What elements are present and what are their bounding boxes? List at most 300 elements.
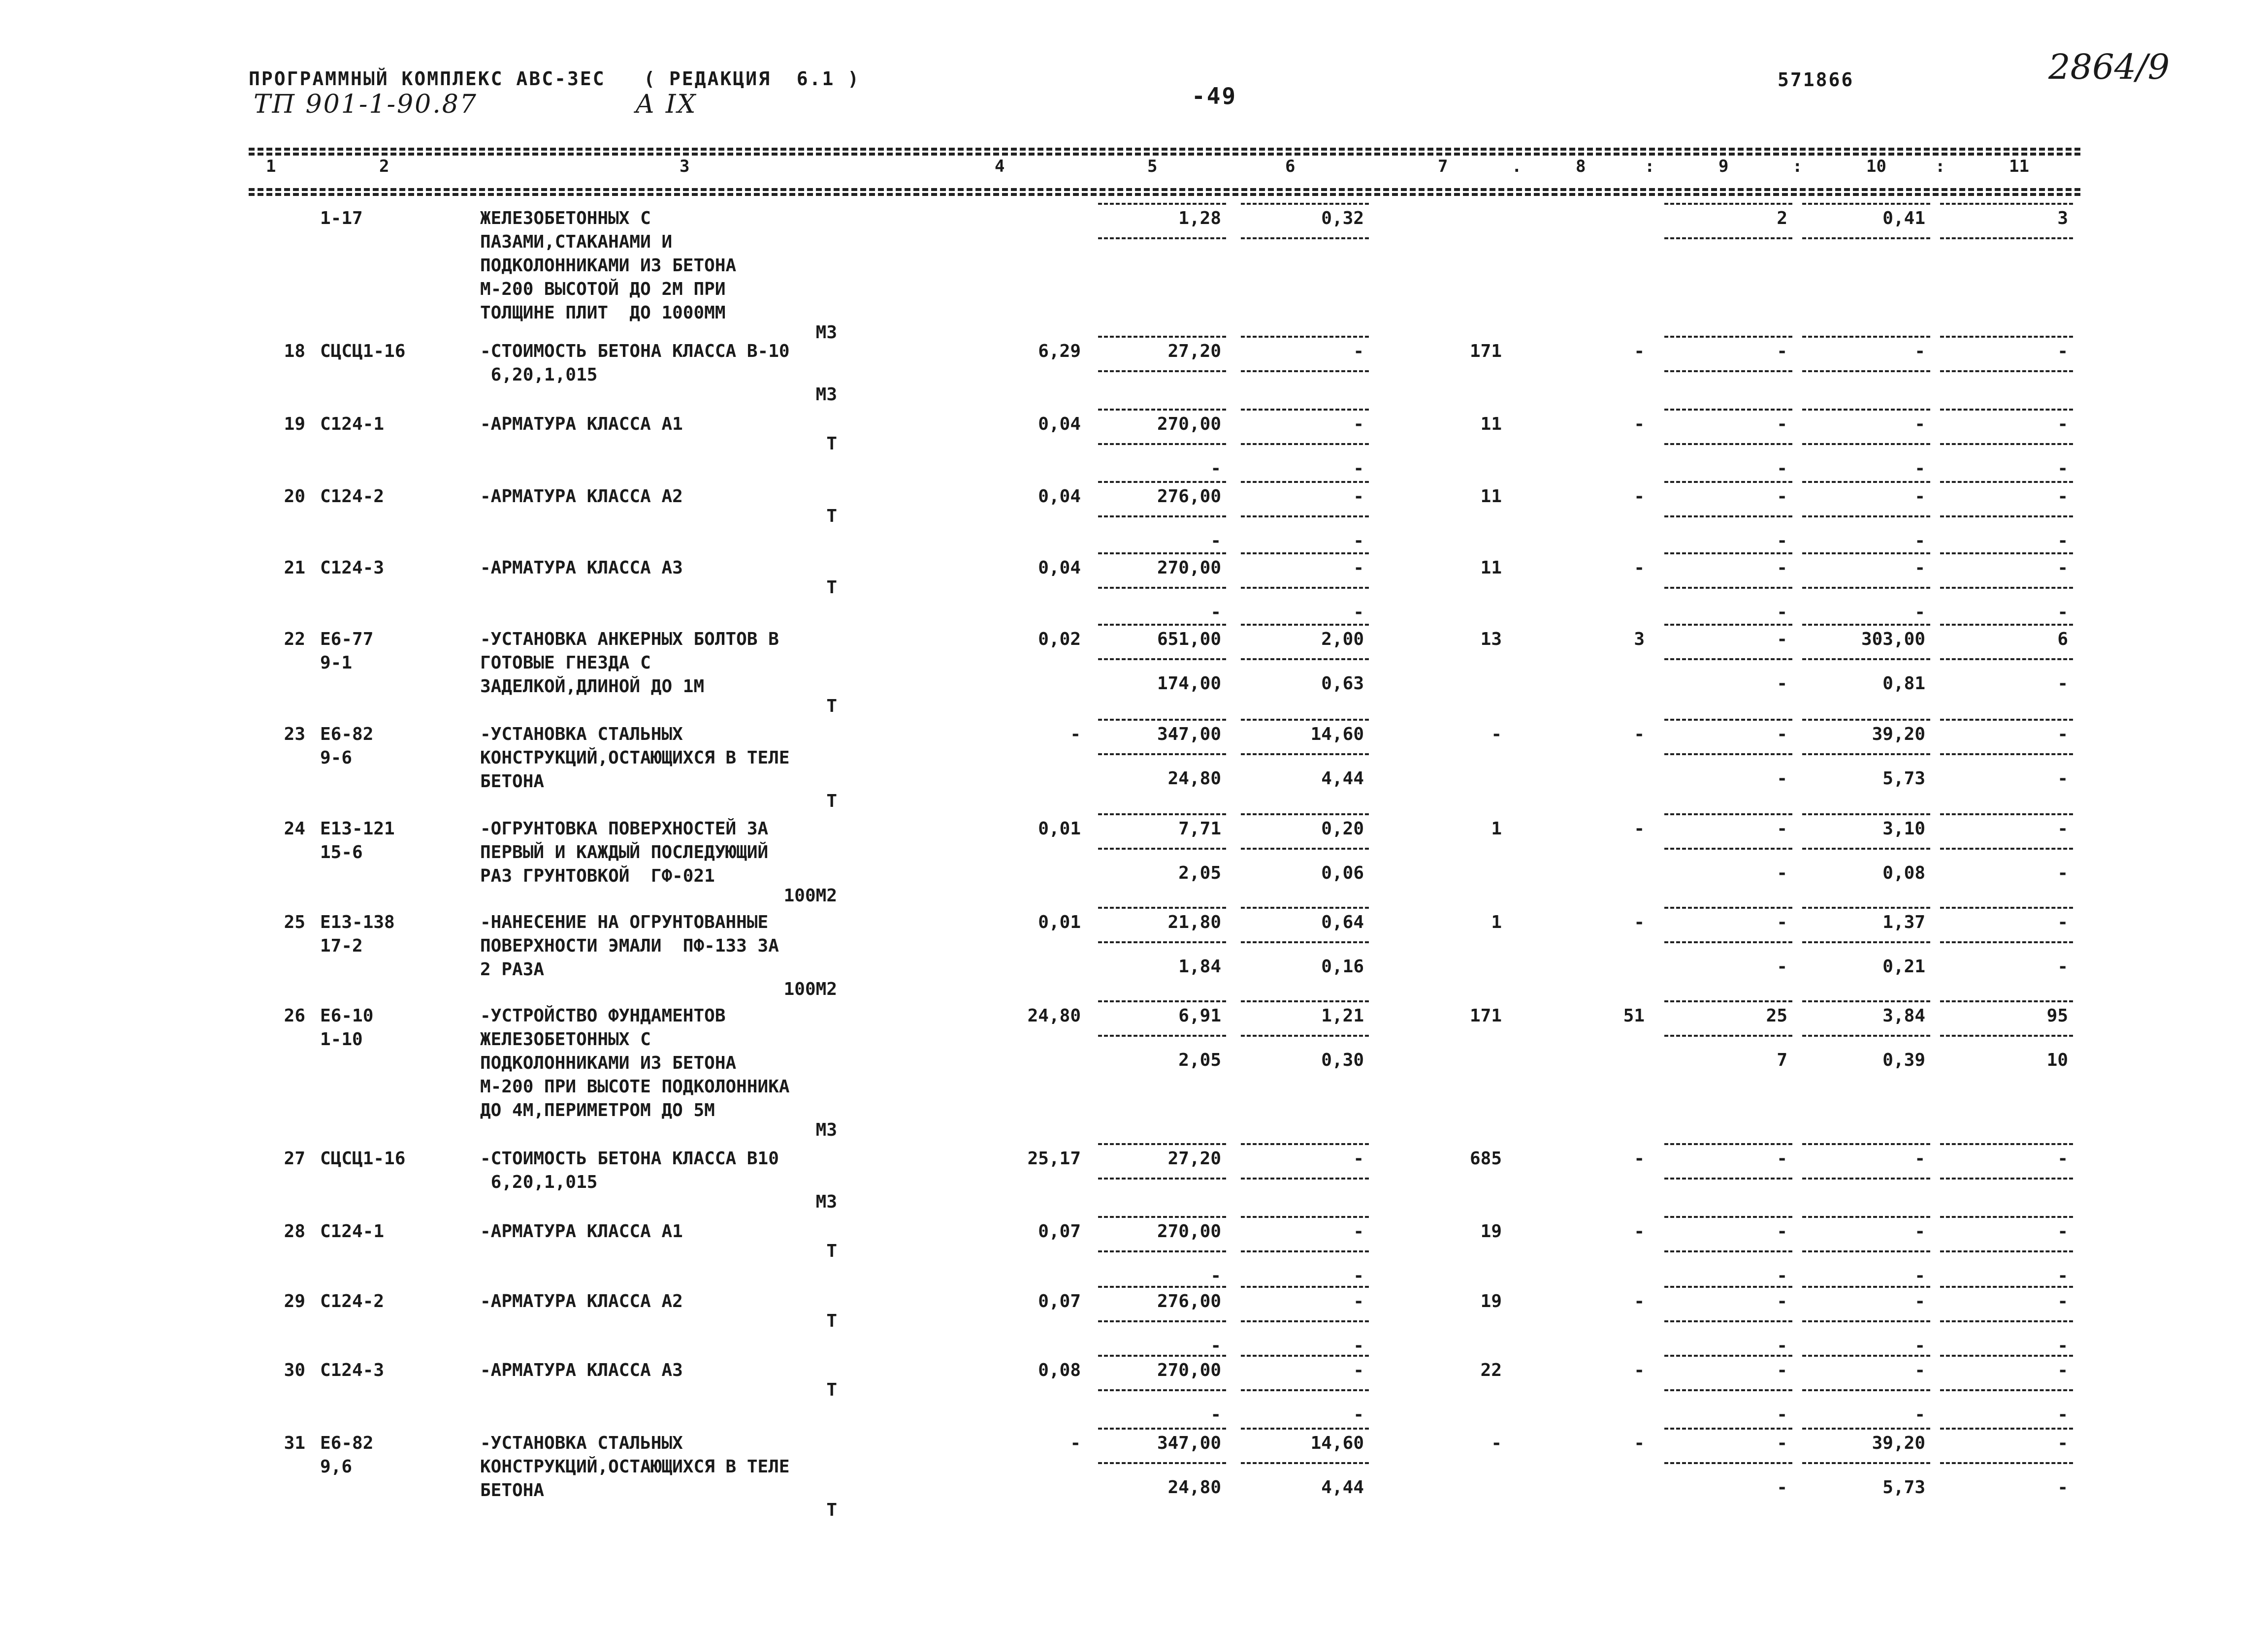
- cell-col5-upper: 270,00: [1157, 414, 1221, 434]
- cell-col6-lower: 0,16: [1321, 957, 1364, 977]
- cell-separator-line: [1098, 203, 1226, 205]
- cell-separator-line: [1098, 370, 1226, 372]
- cell-separator-line: [1664, 1216, 1792, 1218]
- cell-separator-line: [1940, 1286, 2073, 1288]
- cell-col10-upper: -: [1914, 486, 1925, 507]
- cell-col7: 22: [1480, 1360, 1502, 1380]
- cell-col5-upper: 347,00: [1157, 724, 1221, 744]
- cell-separator-line: [1940, 848, 2073, 850]
- cell-col7: 1: [1491, 912, 1502, 932]
- cell-separator-line: [1802, 1178, 1930, 1180]
- cell-col8: -: [1634, 414, 1645, 434]
- cell-col11-upper: 3: [2057, 208, 2068, 228]
- cell-separator-line: [1802, 719, 1930, 721]
- cell-col4: 0,07: [1038, 1221, 1081, 1242]
- cell-col4: -: [1070, 724, 1081, 744]
- doc-number: 571866: [1778, 69, 1854, 91]
- page-number: -49: [1192, 83, 1237, 109]
- cell-separator-line: [1664, 409, 1792, 411]
- cell-col9-upper: -: [1777, 558, 1787, 578]
- cell-separator-line: [1241, 1462, 1369, 1464]
- cell-separator-line: [1241, 719, 1369, 721]
- cell-col6-lower: 0,06: [1321, 863, 1364, 883]
- cell-col10-lower: -: [1914, 458, 1925, 479]
- row-code: Е6-10 1-10: [320, 1006, 374, 1050]
- cell-col6-lower: 0,30: [1321, 1050, 1364, 1070]
- cell-col5-lower: -: [1210, 531, 1221, 551]
- cell-col8: -: [1634, 558, 1645, 578]
- cell-separator-line: [1802, 1250, 1930, 1252]
- row-unit: Т: [826, 1380, 837, 1400]
- row-description: -НАНЕСЕНИЕ НА ОГРУНТОВАННЫЕ ПОВЕРХНОСТИ ЭМАЛИ ПФ-133 ЗА 2 РАЗА: [480, 912, 779, 980]
- row-number: 19: [284, 414, 305, 434]
- cell-col8: 51: [1623, 1006, 1645, 1026]
- column-number: 10: [1866, 157, 1886, 176]
- cell-separator-line: [1664, 1035, 1792, 1037]
- cell-separator-line: [1940, 203, 2073, 205]
- row-number: 26: [284, 1006, 305, 1026]
- row-code: Е13-138 17-2: [320, 912, 395, 956]
- cell-col9-upper: -: [1777, 1433, 1787, 1453]
- column-number: :: [1792, 157, 1803, 176]
- cell-separator-line: [1802, 1355, 1930, 1357]
- cell-col10-lower: 0,08: [1882, 863, 1925, 883]
- cell-separator-line: [1940, 1250, 2073, 1252]
- cell-separator-line: [1940, 719, 2073, 721]
- row-number: 30: [284, 1360, 305, 1380]
- cell-col5-upper: 21,80: [1167, 912, 1221, 932]
- cell-col10-upper: -: [1914, 1221, 1925, 1242]
- row-number: 29: [284, 1291, 305, 1311]
- cell-col5-lower: -: [1210, 458, 1221, 479]
- cell-separator-line: [1802, 753, 1930, 755]
- cell-col6-lower: -: [1353, 1266, 1364, 1286]
- cell-col6-upper: 2,00: [1321, 629, 1364, 649]
- cell-separator-line: [1098, 409, 1226, 411]
- cell-separator-line: [1664, 1428, 1792, 1430]
- cell-separator-line: [1098, 753, 1226, 755]
- cell-col4: 0,02: [1038, 629, 1081, 649]
- cell-separator-line: [1241, 515, 1369, 517]
- cell-col7: 11: [1480, 486, 1502, 507]
- cell-separator-line: [1241, 587, 1369, 589]
- cell-separator-line: [1241, 336, 1369, 338]
- cell-col11-upper: -: [2057, 912, 2068, 932]
- cell-separator-line: [1098, 1428, 1226, 1430]
- cell-separator-line: [1802, 1000, 1930, 1002]
- cell-col5-lower: 2,05: [1178, 1050, 1221, 1070]
- cell-col11-lower: -: [2057, 768, 2068, 789]
- cell-separator-line: [1940, 552, 2073, 554]
- cell-col5-lower: 2,05: [1178, 863, 1221, 883]
- cell-separator-line: [1664, 753, 1792, 755]
- project-code: ТП 901-1-90.87: [254, 90, 478, 119]
- cell-separator-line: [1940, 813, 2073, 815]
- cell-col11-upper: 6: [2057, 629, 2068, 649]
- cell-separator-line: [1241, 443, 1369, 445]
- row-code: СЦСЦ1-16: [320, 1149, 406, 1169]
- cell-separator-line: [1802, 515, 1930, 517]
- cell-separator-line: [1802, 1143, 1930, 1145]
- top-rule-1: [249, 148, 2080, 151]
- cell-col9-lower: -: [1777, 1477, 1787, 1498]
- cell-separator-line: [1241, 409, 1369, 411]
- cell-col5-upper: 347,00: [1157, 1433, 1221, 1453]
- row-number: 27: [284, 1149, 305, 1169]
- cell-col10-upper: -: [1914, 558, 1925, 578]
- cell-col9-lower: -: [1777, 768, 1787, 789]
- row-code: С124-3: [320, 558, 385, 578]
- column-number: 5: [1147, 157, 1158, 176]
- cell-separator-line: [1940, 336, 2073, 338]
- cell-col11-lower: 10: [2046, 1050, 2068, 1070]
- cell-col10-lower: 0,81: [1882, 673, 1925, 694]
- cell-separator-line: [1241, 1000, 1369, 1002]
- cell-separator-line: [1098, 907, 1226, 909]
- cell-separator-line: [1098, 552, 1226, 554]
- cell-separator-line: [1098, 624, 1226, 626]
- cell-separator-line: [1664, 237, 1792, 239]
- cell-col5-lower: -: [1210, 1336, 1221, 1356]
- row-unit: М3: [815, 1192, 837, 1212]
- column-number: :: [1935, 157, 1945, 176]
- cell-separator-line: [1241, 1320, 1369, 1322]
- cell-separator-line: [1098, 1035, 1226, 1037]
- cell-col7: 11: [1480, 558, 1502, 578]
- cell-separator-line: [1802, 1320, 1930, 1322]
- cell-separator-line: [1241, 1143, 1369, 1145]
- cell-col6-lower: -: [1353, 458, 1364, 479]
- cell-separator-line: [1802, 941, 1930, 943]
- column-number: :: [1645, 157, 1655, 176]
- cell-separator-line: [1241, 624, 1369, 626]
- cell-col5-lower: -: [1210, 1266, 1221, 1286]
- cell-col5-upper: 276,00: [1157, 1291, 1221, 1311]
- cell-separator-line: [1940, 481, 2073, 483]
- cell-col7: -: [1491, 724, 1502, 744]
- cell-separator-line: [1940, 753, 2073, 755]
- cell-col4: 0,04: [1038, 486, 1081, 507]
- cell-col9-upper: -: [1777, 1221, 1787, 1242]
- album-label: А IX: [635, 90, 697, 119]
- row-code: Е6-82 9,6: [320, 1433, 374, 1477]
- cell-separator-line: [1098, 719, 1226, 721]
- row-code: С124-1: [320, 1221, 385, 1242]
- cell-col9-upper: -: [1777, 912, 1787, 932]
- row-unit: 100М2: [783, 886, 837, 906]
- cell-separator-line: [1098, 1000, 1226, 1002]
- cell-col6-upper: -: [1353, 341, 1364, 361]
- cell-col7: 11: [1480, 414, 1502, 434]
- cell-separator-line: [1098, 1462, 1226, 1464]
- cell-separator-line: [1802, 443, 1930, 445]
- row-code: С124-1: [320, 414, 385, 434]
- cell-separator-line: [1802, 848, 1930, 850]
- row-unit: М3: [815, 322, 837, 343]
- cell-col7: 13: [1480, 629, 1502, 649]
- cell-col10-lower: 5,73: [1882, 768, 1925, 789]
- cell-col4: 0,01: [1038, 912, 1081, 932]
- cell-col9-upper: -: [1777, 414, 1787, 434]
- row-unit: М3: [815, 1120, 837, 1140]
- row-code: С124-3: [320, 1360, 385, 1380]
- cell-col6-lower: -: [1353, 1336, 1364, 1356]
- cell-col11-lower: -: [2057, 673, 2068, 694]
- cell-separator-line: [1664, 1250, 1792, 1252]
- cell-separator-line: [1664, 813, 1792, 815]
- cell-col9-lower: -: [1777, 1336, 1787, 1356]
- cell-separator-line: [1664, 719, 1792, 721]
- cell-separator-line: [1940, 907, 2073, 909]
- cell-col9-lower: -: [1777, 1405, 1787, 1425]
- cell-col6-upper: 1,21: [1321, 1006, 1364, 1026]
- cell-separator-line: [1241, 1428, 1369, 1430]
- cell-separator-line: [1802, 1286, 1930, 1288]
- cell-col9-upper: -: [1777, 486, 1787, 507]
- row-description: -СТОИМОСТЬ БЕТОНА КЛАССА В-10 6,20,1,015: [480, 341, 790, 385]
- cell-col9-upper: 2: [1777, 208, 1787, 228]
- column-number: 7: [1438, 157, 1448, 176]
- cell-col6-upper: -: [1353, 558, 1364, 578]
- cell-col10-lower: -: [1914, 1336, 1925, 1356]
- cell-separator-line: [1940, 1428, 2073, 1430]
- cell-col10-upper: 1,37: [1882, 912, 1925, 932]
- column-number: 1: [266, 157, 276, 176]
- row-code: 1-17: [320, 208, 363, 228]
- cell-separator-line: [1098, 515, 1226, 517]
- cell-col11-lower: -: [2057, 531, 2068, 551]
- cell-col5-lower: -: [1210, 1405, 1221, 1425]
- cell-separator-line: [1940, 1355, 2073, 1357]
- cell-col11-lower: -: [2057, 957, 2068, 977]
- row-description: -АРМАТУРА КЛАССА А2: [480, 486, 683, 507]
- cell-col5-upper: 7,71: [1178, 819, 1221, 839]
- cell-col9-lower: -: [1777, 531, 1787, 551]
- cell-col7: 171: [1469, 341, 1502, 361]
- row-description: -АРМАТУРА КЛАССА А3: [480, 1360, 683, 1380]
- cell-separator-line: [1664, 336, 1792, 338]
- row-number: 31: [284, 1433, 305, 1453]
- cell-col7: 685: [1469, 1149, 1502, 1169]
- cell-col11-lower: -: [2057, 863, 2068, 883]
- cell-separator-line: [1802, 237, 1930, 239]
- cell-separator-line: [1664, 658, 1792, 660]
- cell-col4: 6,29: [1038, 341, 1081, 361]
- cell-col5-upper: 1,28: [1178, 208, 1221, 228]
- cell-col10-upper: 0,41: [1882, 208, 1925, 228]
- cell-col10-upper: 39,20: [1872, 724, 1925, 744]
- cell-separator-line: [1802, 907, 1930, 909]
- cell-separator-line: [1802, 587, 1930, 589]
- cell-col11-lower: -: [2057, 1405, 2068, 1425]
- cell-col11-lower: -: [2057, 1336, 2068, 1356]
- cell-col5-lower: 24,80: [1167, 768, 1221, 789]
- cell-col5-upper: 276,00: [1157, 486, 1221, 507]
- cell-separator-line: [1802, 370, 1930, 372]
- column-number: 3: [680, 157, 690, 176]
- row-description: -АРМАТУРА КЛАССА А1: [480, 414, 683, 434]
- cell-separator-line: [1664, 481, 1792, 483]
- cell-separator-line: [1241, 941, 1369, 943]
- cell-col10-lower: 0,21: [1882, 957, 1925, 977]
- cell-col8: -: [1634, 724, 1645, 744]
- row-code: С124-2: [320, 1291, 385, 1311]
- cell-col5-upper: 27,20: [1167, 1149, 1221, 1169]
- cell-separator-line: [1940, 443, 2073, 445]
- cell-col11-upper: -: [2057, 724, 2068, 744]
- row-description: -УСТАНОВКА СТАЛЬНЫХ КОНСТРУКЦИЙ,ОСТАЮЩИХСЯ В ТЕЛЕ БЕТОНА: [480, 1433, 790, 1500]
- cell-col10-lower: 0,39: [1882, 1050, 1925, 1070]
- program-line: ПРОГРАММНЫЙ КОМПЛЕКС АВС-3ЕС ( РЕДАКЦИЯ 6.1 ): [249, 68, 861, 90]
- cell-separator-line: [1664, 941, 1792, 943]
- column-number: 8: [1576, 157, 1586, 176]
- cell-col11-upper: -: [2057, 1360, 2068, 1380]
- cell-separator-line: [1098, 1178, 1226, 1180]
- cell-col5-lower: 24,80: [1167, 1477, 1221, 1498]
- cell-col6-upper: -: [1353, 486, 1364, 507]
- cell-col10-upper: 39,20: [1872, 1433, 1925, 1453]
- cell-separator-line: [1940, 1389, 2073, 1391]
- cell-separator-line: [1098, 813, 1226, 815]
- cell-col8: -: [1634, 819, 1645, 839]
- cell-col7: 171: [1469, 1006, 1502, 1026]
- row-code: СЦСЦ1-16: [320, 341, 406, 361]
- cell-separator-line: [1940, 1000, 2073, 1002]
- cell-col6-upper: 14,60: [1310, 724, 1364, 744]
- cell-separator-line: [1664, 1462, 1792, 1464]
- cell-separator-line: [1664, 1143, 1792, 1145]
- cell-separator-line: [1098, 1389, 1226, 1391]
- cell-col10-upper: -: [1914, 414, 1925, 434]
- cell-separator-line: [1098, 481, 1226, 483]
- cell-col4: -: [1070, 1433, 1081, 1453]
- cell-col10-upper: -: [1914, 1291, 1925, 1311]
- cell-separator-line: [1664, 1178, 1792, 1180]
- cell-col4: 0,01: [1038, 819, 1081, 839]
- cell-separator-line: [1664, 443, 1792, 445]
- cell-col10-upper: -: [1914, 1360, 1925, 1380]
- cell-col6-lower: 4,44: [1321, 1477, 1364, 1498]
- cell-col7: 19: [1480, 1291, 1502, 1311]
- cell-col5-upper: 270,00: [1157, 1360, 1221, 1380]
- cell-col4: 0,07: [1038, 1291, 1081, 1311]
- cell-col6-upper: 0,32: [1321, 208, 1364, 228]
- cell-separator-line: [1098, 1250, 1226, 1252]
- cell-col9-lower: 7: [1777, 1050, 1787, 1070]
- row-number: 23: [284, 724, 305, 744]
- cell-col6-upper: 14,60: [1310, 1433, 1364, 1453]
- cell-col4: 0,08: [1038, 1360, 1081, 1380]
- cell-col8: -: [1634, 1149, 1645, 1169]
- row-code: С124-2: [320, 486, 385, 507]
- cell-separator-line: [1241, 813, 1369, 815]
- cell-col9-upper: -: [1777, 341, 1787, 361]
- cell-col9-lower: -: [1777, 863, 1787, 883]
- row-description: -СТОИМОСТЬ БЕТОНА КЛАССА В10 6,20,1,015: [480, 1149, 779, 1192]
- cell-col9-upper: -: [1777, 819, 1787, 839]
- cell-col8: -: [1634, 1291, 1645, 1311]
- cell-col11-upper: -: [2057, 1221, 2068, 1242]
- cell-col10-lower: -: [1914, 1405, 1925, 1425]
- cell-separator-line: [1664, 1000, 1792, 1002]
- cell-col9-lower: -: [1777, 458, 1787, 479]
- cell-col8: -: [1634, 912, 1645, 932]
- cell-col4: 0,04: [1038, 414, 1081, 434]
- cell-separator-line: [1241, 552, 1369, 554]
- row-description: -АРМАТУРА КЛАССА А2: [480, 1291, 683, 1311]
- cell-separator-line: [1664, 370, 1792, 372]
- row-description: -АРМАТУРА КЛАССА А1: [480, 1221, 683, 1242]
- cell-separator-line: [1940, 1143, 2073, 1145]
- cell-col9-lower: -: [1777, 673, 1787, 694]
- cell-col6-lower: -: [1353, 602, 1364, 622]
- cell-col10-lower: -: [1914, 602, 1925, 622]
- cell-separator-line: [1241, 1250, 1369, 1252]
- cell-col10-upper: -: [1914, 341, 1925, 361]
- cell-col11-lower: -: [2057, 458, 2068, 479]
- cell-col10-lower: -: [1914, 531, 1925, 551]
- row-unit: Т: [826, 696, 837, 716]
- cell-col4: 24,80: [1027, 1006, 1081, 1026]
- cell-separator-line: [1664, 1286, 1792, 1288]
- cell-separator-line: [1940, 624, 2073, 626]
- row-code: Е6-77 9-1: [320, 629, 374, 673]
- cell-col10-upper: -: [1914, 1149, 1925, 1169]
- cell-col10-lower: 5,73: [1882, 1477, 1925, 1498]
- row-description: ЖЕЛЕЗОБЕТОННЫХ С ПАЗАМИ,СТАКАНАМИ И ПОДКОЛОННИКАМИ ИЗ БЕТОНА М-200 ВЫСОТОЙ ДО 2М ПРИ ТОЛЩИНЕ ПЛИТ ДО 1000ММ: [480, 208, 737, 323]
- row-description: -АРМАТУРА КЛАССА А3: [480, 558, 683, 578]
- cell-separator-line: [1802, 203, 1930, 205]
- cell-col7: 1: [1491, 819, 1502, 839]
- cell-col9-upper: -: [1777, 1149, 1787, 1169]
- cell-separator-line: [1241, 481, 1369, 483]
- cell-col5-upper: 27,20: [1167, 341, 1221, 361]
- cell-separator-line: [1241, 907, 1369, 909]
- column-number-rule-2: [249, 193, 2080, 196]
- row-number: 24: [284, 819, 305, 839]
- cell-col10-upper: 3,10: [1882, 819, 1925, 839]
- cell-separator-line: [1940, 237, 2073, 239]
- column-number-rule-1: [249, 188, 2080, 191]
- row-number: 25: [284, 912, 305, 932]
- cell-col6-upper: -: [1353, 1221, 1364, 1242]
- cell-separator-line: [1802, 409, 1930, 411]
- row-number: 18: [284, 341, 305, 361]
- cell-separator-line: [1098, 658, 1226, 660]
- cell-col5-upper: 6,91: [1178, 1006, 1221, 1026]
- handwritten-stamp: 2864/9: [2048, 47, 2170, 87]
- cell-col6-upper: -: [1353, 414, 1364, 434]
- cell-col6-upper: -: [1353, 1360, 1364, 1380]
- cell-col6-upper: 0,20: [1321, 819, 1364, 839]
- cell-col6-lower: 0,63: [1321, 673, 1364, 694]
- row-unit: Т: [826, 577, 837, 598]
- cell-col6-lower: -: [1353, 531, 1364, 551]
- cell-col8: -: [1634, 486, 1645, 507]
- cell-separator-line: [1098, 848, 1226, 850]
- column-number: 9: [1718, 157, 1729, 176]
- cell-col5-upper: 270,00: [1157, 558, 1221, 578]
- cell-col9-upper: -: [1777, 1360, 1787, 1380]
- cell-separator-line: [1098, 1355, 1226, 1357]
- cell-separator-line: [1098, 237, 1226, 239]
- cell-col9-upper: -: [1777, 724, 1787, 744]
- row-number: 22: [284, 629, 305, 649]
- cell-separator-line: [1802, 658, 1930, 660]
- cell-col5-upper: 651,00: [1157, 629, 1221, 649]
- cell-separator-line: [1098, 443, 1226, 445]
- cell-col4: 0,04: [1038, 558, 1081, 578]
